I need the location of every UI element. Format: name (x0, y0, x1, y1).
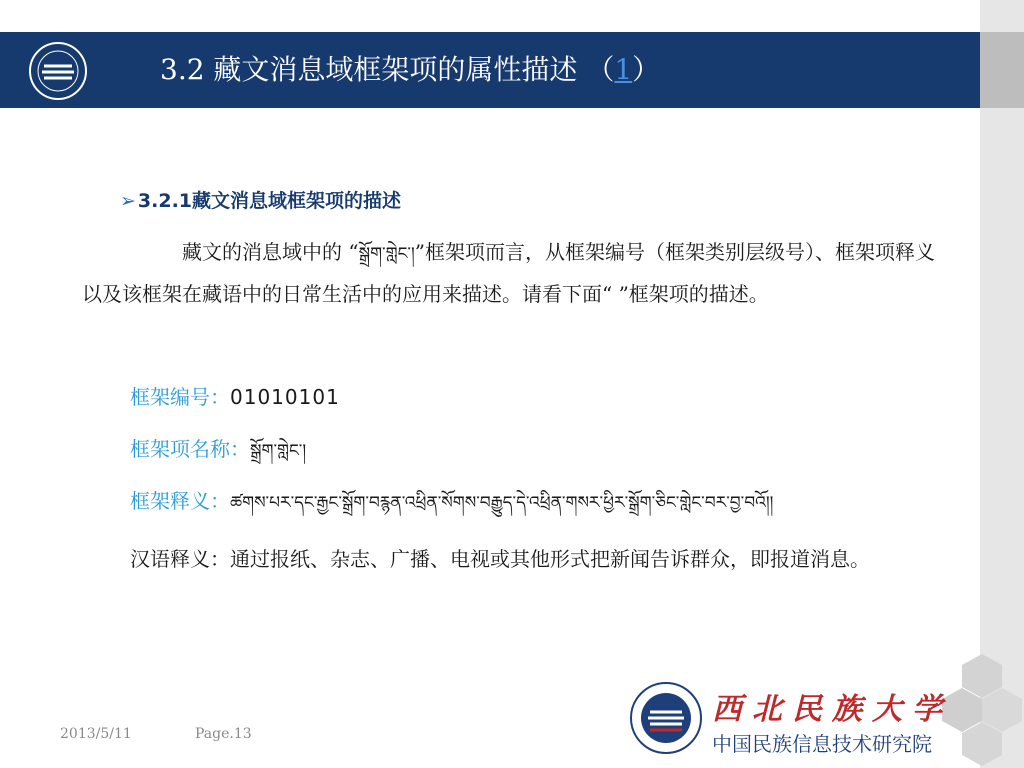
slide-title-end: ） (632, 53, 661, 86)
university-emblem-icon (24, 40, 92, 102)
chinese-explanation-text: 汉语释义：通过报纸、杂志、广播、电视或其他形式把新闻告诉群众，即报道消息。 (130, 547, 870, 571)
section-heading (120, 186, 401, 213)
frame-number-value: 01010101 (230, 385, 340, 409)
slide-title-text: 3.2 藏文消息域框架项的属性描述 （ (160, 53, 615, 86)
paragraph-part1: 藏文的消息域中的 “ (182, 240, 359, 264)
hexagon-decoration-icon (940, 650, 1024, 768)
footer-date: 2013/5/11 (60, 726, 132, 742)
frame-name-label: 框架项名称： (130, 437, 250, 461)
frame-number-row (130, 382, 340, 412)
university-name: 西北民族大学 (712, 692, 952, 727)
paragraph-part2: ”框架项而言，从框架编号（框架类别层级号）、框架项释义以及该框架在藏语中的日常生活中的应用来描述。请看下面“ ”框架项的描述。 (82, 240, 935, 306)
frame-number-label: 框架编号： (130, 385, 230, 409)
frame-name-value: སྒྲོག་གླེང་། (250, 441, 307, 461)
description-paragraph (82, 232, 950, 314)
section-heading-text: 3.2.1藏文消息域框架项的描述 (137, 190, 402, 212)
slide-title (160, 52, 660, 88)
university-seal-icon (628, 680, 704, 756)
frame-definition-row (130, 486, 773, 518)
chinese-explanation (82, 536, 950, 582)
arrow-bullet-icon: ➢ (120, 190, 136, 212)
tibetan-term: སྒྲོག་གླེང་། (358, 244, 415, 264)
institute-name: 中国民族信息技术研究院 (712, 732, 932, 756)
frame-definition-value: ཚགས་པར་དང་རྒྱང་སྒྲོག་བརྙན་འཕྲིན་སོགས་བརྒྱུད་དེ་འཕྲིན་གསར་ཕྱིར་སྒྲོག་ཅིང་གླེང་བར་བྱ་བའོ།། (230, 493, 774, 513)
frame-definition-label: 框架释义： (130, 489, 230, 513)
frame-name-row (130, 434, 306, 466)
footer-page-number: Page.13 (195, 726, 252, 742)
side-panel-accent (980, 32, 1024, 108)
title-number-link[interactable]: 1 (614, 53, 633, 86)
